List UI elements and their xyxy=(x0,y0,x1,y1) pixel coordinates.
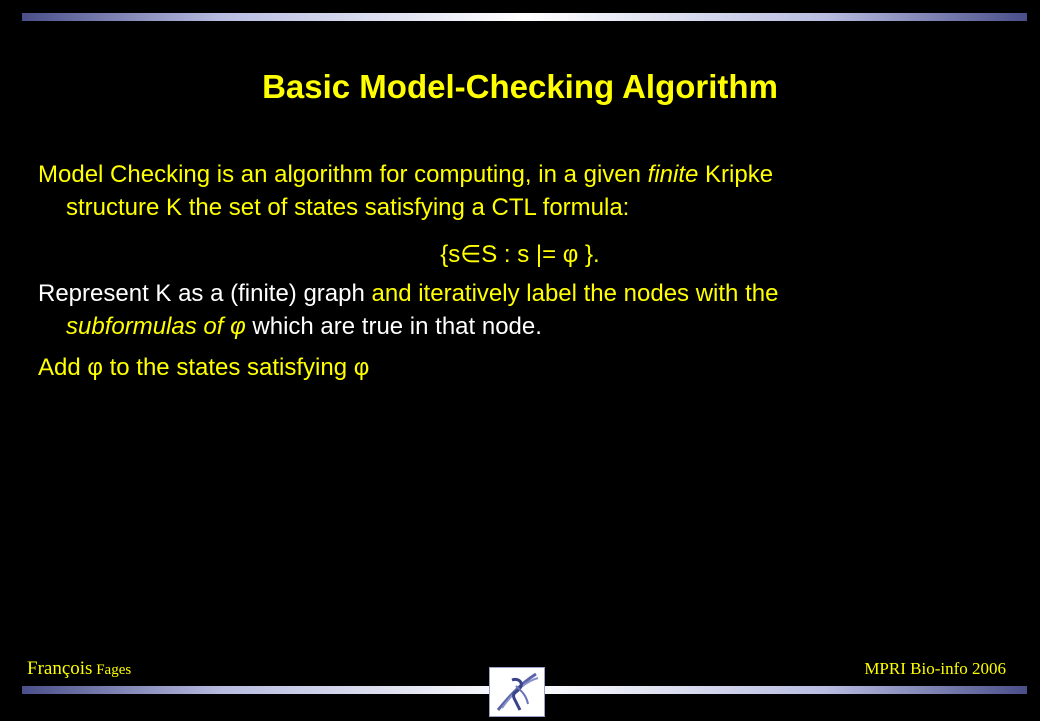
footer-course: MPRI Bio-info 2006 xyxy=(864,659,1006,678)
set-formula xyxy=(0,240,1040,269)
para2-yellow-text: and iteratively label the nodes with the xyxy=(364,280,779,307)
para2-white-text: Represent K as a (finite) graph xyxy=(38,280,365,307)
para2-white-tail: which are true in that node. xyxy=(245,313,542,340)
author-last-name: Fages xyxy=(92,662,132,678)
para1-text-c: Kripke xyxy=(698,161,774,188)
formula-mid: S : s |= xyxy=(481,241,563,268)
para2-subformulas: subformulas of xyxy=(66,313,231,340)
paragraph-represent xyxy=(38,277,988,343)
top-divider-bar xyxy=(22,13,1027,21)
para1-finite-word: finite xyxy=(647,161,699,188)
paragraph-model-checking xyxy=(38,158,988,224)
para3-text-b: to the states satisfying xyxy=(102,354,354,381)
formula-open: {s xyxy=(440,241,461,268)
para3-text-a: Add xyxy=(38,354,88,381)
phi-symbol: φ xyxy=(87,354,103,381)
element-of-symbol: ∈ xyxy=(460,241,482,268)
slide-title: Basic Model-Checking Algorithm xyxy=(262,68,778,105)
phi-symbol: φ xyxy=(353,354,370,381)
phi-symbol: φ xyxy=(562,241,579,268)
phi-symbol: φ xyxy=(230,313,246,340)
paragraph-add-phi xyxy=(38,351,988,384)
para1-line2: structure K the set of states satisfying a CTL formula: xyxy=(66,194,630,221)
inria-logo-icon xyxy=(489,667,545,717)
para1-text-a: Model Checking is an algorithm for computing, in a given xyxy=(38,161,648,188)
formula-close: }. xyxy=(578,241,600,268)
footer-author xyxy=(27,658,131,680)
author-first-name: François xyxy=(27,658,93,679)
